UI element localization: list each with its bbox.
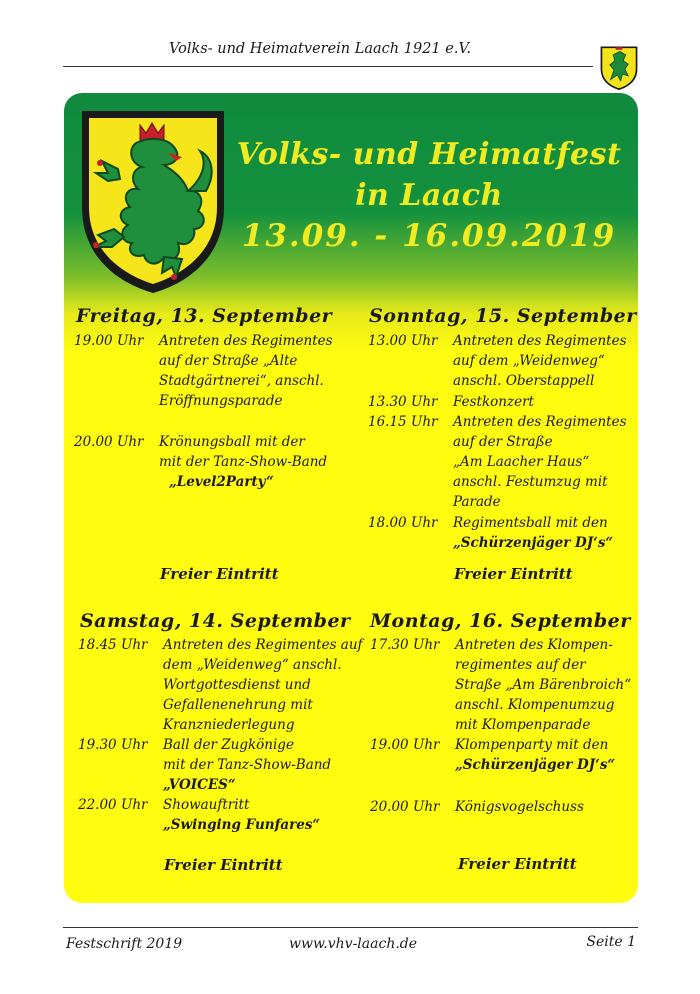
event-line: Ball der Zugkönige: [163, 737, 294, 753]
event-line: Parade: [453, 494, 501, 510]
free-entry-friday: Freier Eintritt: [160, 565, 279, 583]
day-heading: Samstag, 14. September: [80, 610, 351, 632]
event-time: 18.45 Uhr: [78, 637, 148, 653]
event-line: Antreten des Regimentes auf: [163, 637, 363, 653]
event-line: Antreten des Regimentes: [453, 414, 627, 430]
event-time: 19.30 Uhr: [78, 737, 148, 753]
event-line: anschl. Festumzug mit: [453, 474, 608, 490]
event-line: „Level2Party“: [169, 474, 274, 490]
day-saturday: [80, 610, 360, 632]
event-line: anschl. Klompenumzug: [455, 697, 615, 713]
event-line: mit der Tanz-Show-Band: [163, 757, 332, 773]
day-monday: [370, 610, 638, 632]
footer-website: www.vhv-laach.de: [289, 936, 418, 952]
event-line: mit Klompenparade: [455, 717, 591, 733]
event-time: 19.00 Uhr: [370, 737, 440, 753]
event-time: 22.00 Uhr: [78, 797, 148, 813]
event-line: Wortgottesdienst und: [163, 677, 311, 693]
event-line: regimentes auf der: [455, 657, 586, 673]
event-line: auf der Straße: [453, 434, 553, 450]
event-time: 13.30 Uhr: [368, 394, 438, 410]
header-title: Volks- und Heimatverein Laach 1921 e.V.: [168, 41, 471, 57]
event-line: „Schürzenjäger DJ‘s“: [453, 535, 614, 551]
lion-crest-icon: [78, 107, 228, 297]
footer-publication: Festschrift 2019: [66, 936, 183, 952]
event-line: Regimentsball mit den: [453, 515, 608, 531]
header-divider: [63, 66, 593, 67]
free-entry-saturday: Freier Eintritt: [164, 856, 283, 874]
event-line: „Swinging Funfares“: [163, 817, 321, 833]
festival-poster: [64, 93, 638, 903]
event-line: Straße „Am Bärenbroich“: [455, 677, 632, 693]
event-line: Königsvogelschuss: [455, 799, 584, 815]
event-line: anschl. Oberstappell: [453, 373, 595, 389]
festival-dates: 13.09. - 16.09.2019: [241, 218, 617, 254]
day-heading: Freitag, 13. September: [76, 305, 333, 327]
event-line: „Am Laacher Haus“: [453, 454, 590, 470]
event-time: 20.00 Uhr: [74, 434, 144, 450]
event-line: mit der Tanz-Show-Band: [159, 454, 328, 470]
day-heading: Montag, 16. September: [370, 610, 631, 632]
event-time: 18.00 Uhr: [368, 515, 438, 531]
coat-of-arms-icon: [598, 44, 640, 90]
free-entry-sunday: Freier Eintritt: [454, 565, 573, 583]
event-line: Krönungsball mit der: [159, 434, 305, 450]
event-line: auf dem „Weidenweg“: [453, 353, 605, 369]
day-heading: Sonntag, 15. September: [369, 305, 637, 327]
event-line: Eröffnungsparade: [159, 393, 283, 409]
day-sunday: [369, 305, 638, 327]
event-line: dem „Weidenweg“ anschl.: [163, 657, 342, 673]
event-line: Showauftritt: [163, 797, 250, 813]
event-time: 16.15 Uhr: [368, 414, 438, 430]
event-line: Festkonzert: [453, 394, 534, 410]
footer-divider: [63, 927, 638, 928]
event-line: „Schürzenjäger DJ‘s“: [455, 757, 616, 773]
event-line: Stadtgärtnerei“, anschl.: [159, 373, 324, 389]
event-line: auf der Straße „Alte: [159, 353, 298, 369]
event-line: Gefallenenehrung mit: [163, 697, 313, 713]
festival-location: in Laach: [355, 178, 503, 213]
event-line: Antreten des Regimentes: [453, 333, 627, 349]
event-line: Antreten des Klompen-: [455, 637, 613, 653]
festival-title: Volks- und Heimatfest: [236, 137, 622, 172]
event-line: Antreten des Regimentes: [159, 333, 333, 349]
event-line: „VOICES“: [163, 777, 236, 793]
event-time: 19.00 Uhr: [74, 333, 144, 349]
event-line: Klompenparty mit den: [455, 737, 609, 753]
day-friday: [76, 305, 356, 327]
event-time: 13.00 Uhr: [368, 333, 438, 349]
event-line: Kranzniederlegung: [163, 717, 295, 733]
event-time: 20.00 Uhr: [370, 799, 440, 815]
event-time: 17.30 Uhr: [370, 637, 440, 653]
free-entry-monday: Freier Eintritt: [458, 855, 577, 873]
footer-page-number: Seite 1: [586, 934, 636, 950]
